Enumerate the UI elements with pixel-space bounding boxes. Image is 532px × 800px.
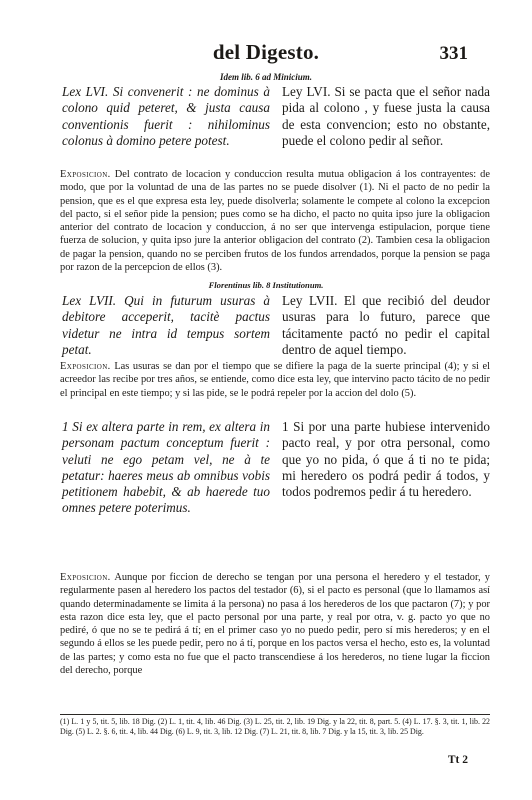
law-56-columns xyxy=(60,84,490,149)
exposition-3 xyxy=(60,571,490,677)
exposition-2 xyxy=(60,360,490,400)
exposition-label: Exposicion. xyxy=(60,169,111,180)
exposition-text: Las usuras se dan por el tiempo que se difiere la paga de la suerte principal (4); y si el acreedor las recibe por tres años, se entiende, como dice esta ley, que intervino pacto tácito de no pedir el principal en este tiempo; y si las pide, se le podrá repeler por la accion del dolo (5). xyxy=(60,361,490,399)
running-title: del Digesto. xyxy=(212,40,320,64)
exposition-label: Exposicion. xyxy=(60,361,111,372)
law-57-spanish: Ley LVII. El que recibió del deudor usuras para lo futuro, parece que tácitamente pactó no pedir el capital dentro de aquel tiempo. xyxy=(282,293,490,357)
law-57-latin: Lex LVII. Qui in futurum usuras à debitore acceperit, tacitè pactus videtur ne intra id tempus sortem petat. xyxy=(62,293,270,357)
law-56-latin: Lex LVI. Si convenerit : ne dominus à colono quid peteret, & justa causa conventionis fuerit : nihilominus colonus à domino petere potest. xyxy=(62,84,270,148)
page-number: 331 xyxy=(439,43,468,64)
law-57-columns xyxy=(60,293,490,358)
law-57-1-latin: 1 Si ex altera parte in rem, ex altera in personam pactum conceptum fuerit : veluti ne ego petam vel, ne à te petatur: haeres meus ab omnibus vobis petitionem habebit, & ab haerede tuo omnes petere poterimus. xyxy=(62,419,270,516)
footnote-rule xyxy=(60,714,490,715)
exposition-label: Exposicion. xyxy=(60,572,111,583)
exposition-text: Del contrato de locacion y conduccion resulta mutua obligacion á los contrayentes: de modo, que por la voluntad de una de las partes no se puede disolver (1). Ni el pacto de no pedir la pension, que es el que expresa esta ley, puede disolverla; solamente le compete al colono la excepcion del pacto, si el señor pide la pension; pues como se ha dicho, el pacto no quita ipso jure la obligacion anterior del contrato de locacion y conduccion, á no ser que intervenga estipulacion, porque tiene fuerza de solucion, y quita ipso jure la anterior obligacion del contrato (2). Tambien cesa la obligacion de pagar la pension, quando no se perciben frutos de los fundos arrendados, porque la pension se paga por razon de la percepcion de ellos (3). xyxy=(60,169,490,274)
page-header xyxy=(0,40,532,68)
law-57-1-spanish: 1 Si por una parte hubiese intervenido pacto real, y por otra personal, como que yo no pida, ó que á ti no te pida; mi heredero os podrá pedir á todos, y todos podremos pedir á tu heredero. xyxy=(282,419,490,500)
law-57-1-columns xyxy=(60,419,490,517)
source-line-2: Florentinus lib. 8 Institutionum. xyxy=(208,280,324,290)
exposition-1 xyxy=(60,168,490,274)
law-56-spanish: Ley LVI. Si se pacta que el señor nada pida al colono , y fuese justa la causa de esta convencion; esto no obstante, puede el colono pedir al señor. xyxy=(282,84,490,148)
exposition-text: Aunque por ficcion de derecho se tengan por una persona el heredero y el testador, y regularmente pasen al heredero los pactos del testador (6), si el pacto es personal (que lo llamamos así quando determinadamente se limita á la persona) no pasa á los herederos de los que pactaron (7); y por esta razon dice esta ley, que el pacto personal por una parte, y real por otra, v. g. pacto yo que no pediré, ó que no se te pedirá á tí; en el primer caso yo no puedo pedir, pero sí mis herederos; y en el segundo á ellos se les puede pedir, pero no á tí, porque en los pactos versa el hecho, esto es, la voluntad de las partes; y como esta no fue que el pacto transcendiese á los herederos, no tiene lugar la ficcion del derecho, porque xyxy=(60,572,490,677)
signature-mark: Tt 2 xyxy=(447,754,468,766)
source-line-1: Idem lib. 6 ad Minicium. xyxy=(219,72,312,82)
footnotes: (1) L. 1 y 5, tit. 5, lib. 18 Dig. (2) L. 1, tit. 4, lib. 46 Dig. (3) L. 25, tit. 2, lib. 19 Dig. y la 22, tit. 8, part. 5. (4) L. 17. §. 3, tit. 1, lib. 22 Dig. (5) L. 2. §. 6, tit. 4, lib. 44 Dig. (6) L. 9, tit. 3, lib. 12 Dig. (7) L. 21, tit. 8, lib. 7 Dig. y la 15, tit. 3, lib. 25 Dig. xyxy=(60,717,490,737)
